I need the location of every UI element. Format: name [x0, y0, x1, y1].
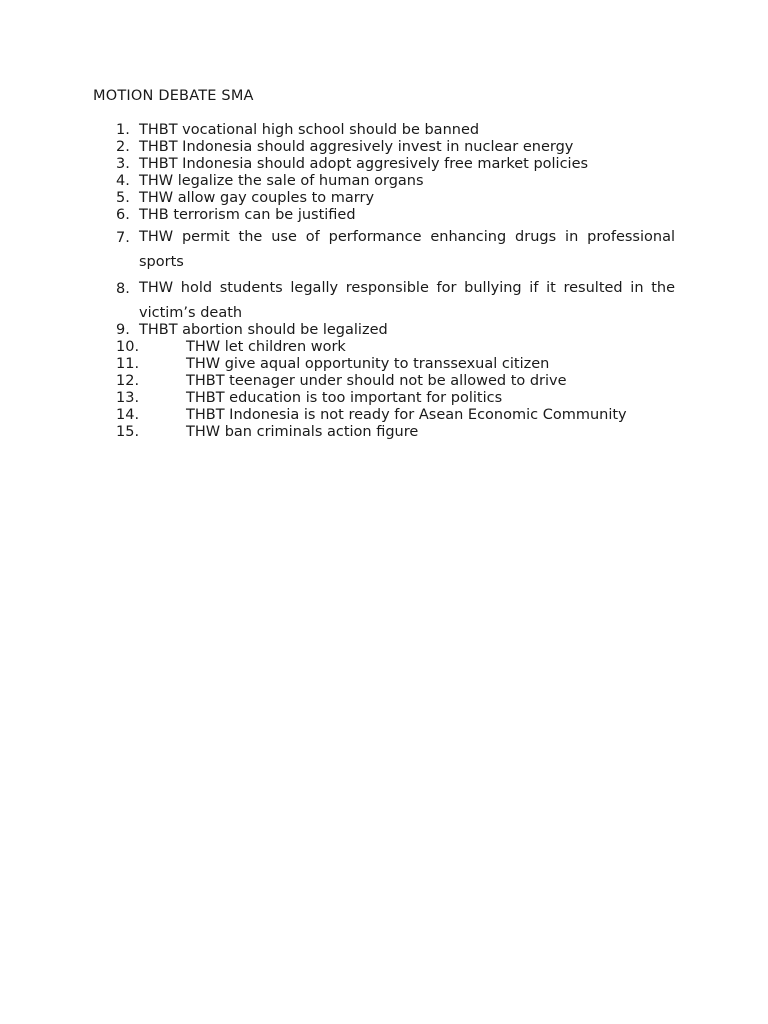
list-item [0, 122, 768, 139]
list-item-text: THW ban criminals action figure [186, 424, 419, 440]
list-item-number: 12. [116, 373, 140, 389]
list-item-number: 4. [116, 173, 130, 189]
list-item [0, 190, 768, 207]
list-item-number: 7. [116, 230, 130, 246]
list-item-text: THW hold students legally responsible for bullying if it resulted in the victim’s death [139, 280, 675, 321]
list-item [0, 139, 768, 156]
list-item-number: 1. [116, 122, 130, 138]
list-item-text: THW let children work [186, 339, 346, 355]
list-item-number: 10. [116, 339, 140, 355]
list-item-number: 13. [116, 390, 140, 406]
list-item [0, 339, 768, 356]
list-item-text: THBT Indonesia is not ready for Asean Economic Community [186, 407, 627, 423]
list-item [0, 207, 768, 224]
list-item [0, 424, 768, 441]
list-item-text: THBT Indonesia should adopt aggresively free market policies [139, 156, 589, 172]
list-item-text: THW legalize the sale of human organs [139, 173, 424, 189]
list-item-number: 2. [116, 139, 130, 155]
motion-list [0, 122, 768, 441]
list-item-number: 5. [116, 190, 130, 206]
list-item-number: 15. [116, 424, 140, 440]
list-item [0, 229, 768, 279]
list-item-text: THW give aqual opportunity to transsexual citizen [186, 356, 550, 372]
list-item [0, 373, 768, 390]
list-item [0, 407, 768, 424]
document-title: MOTION DEBATE SMA [93, 88, 254, 104]
list-item [0, 356, 768, 373]
list-item-number: 11. [116, 356, 140, 372]
list-item-number: 3. [116, 156, 130, 172]
list-item [0, 322, 768, 339]
list-item [0, 390, 768, 407]
list-item [0, 156, 768, 173]
list-item [0, 173, 768, 190]
list-item-number: 14. [116, 407, 140, 423]
list-item-number: 8. [116, 281, 130, 297]
list-item-text: THBT education is too important for politics [186, 390, 503, 406]
list-item-text: THBT abortion should be legalized [139, 322, 388, 338]
list-item-text: THBT teenager under should not be allowed to drive [186, 373, 567, 389]
list-item-text: THW allow gay couples to marry [139, 190, 375, 206]
list-item-text: THBT Indonesia should aggresively invest in nuclear energy [139, 139, 574, 155]
list-item-number: 6. [116, 207, 130, 223]
list-item-text: THBT vocational high school should be banned [139, 122, 480, 138]
list-item-text: THW permit the use of performance enhancing drugs in professional sports [139, 229, 675, 270]
list-item-text: THB terrorism can be justified [139, 207, 356, 223]
list-item-number: 9. [116, 322, 130, 338]
